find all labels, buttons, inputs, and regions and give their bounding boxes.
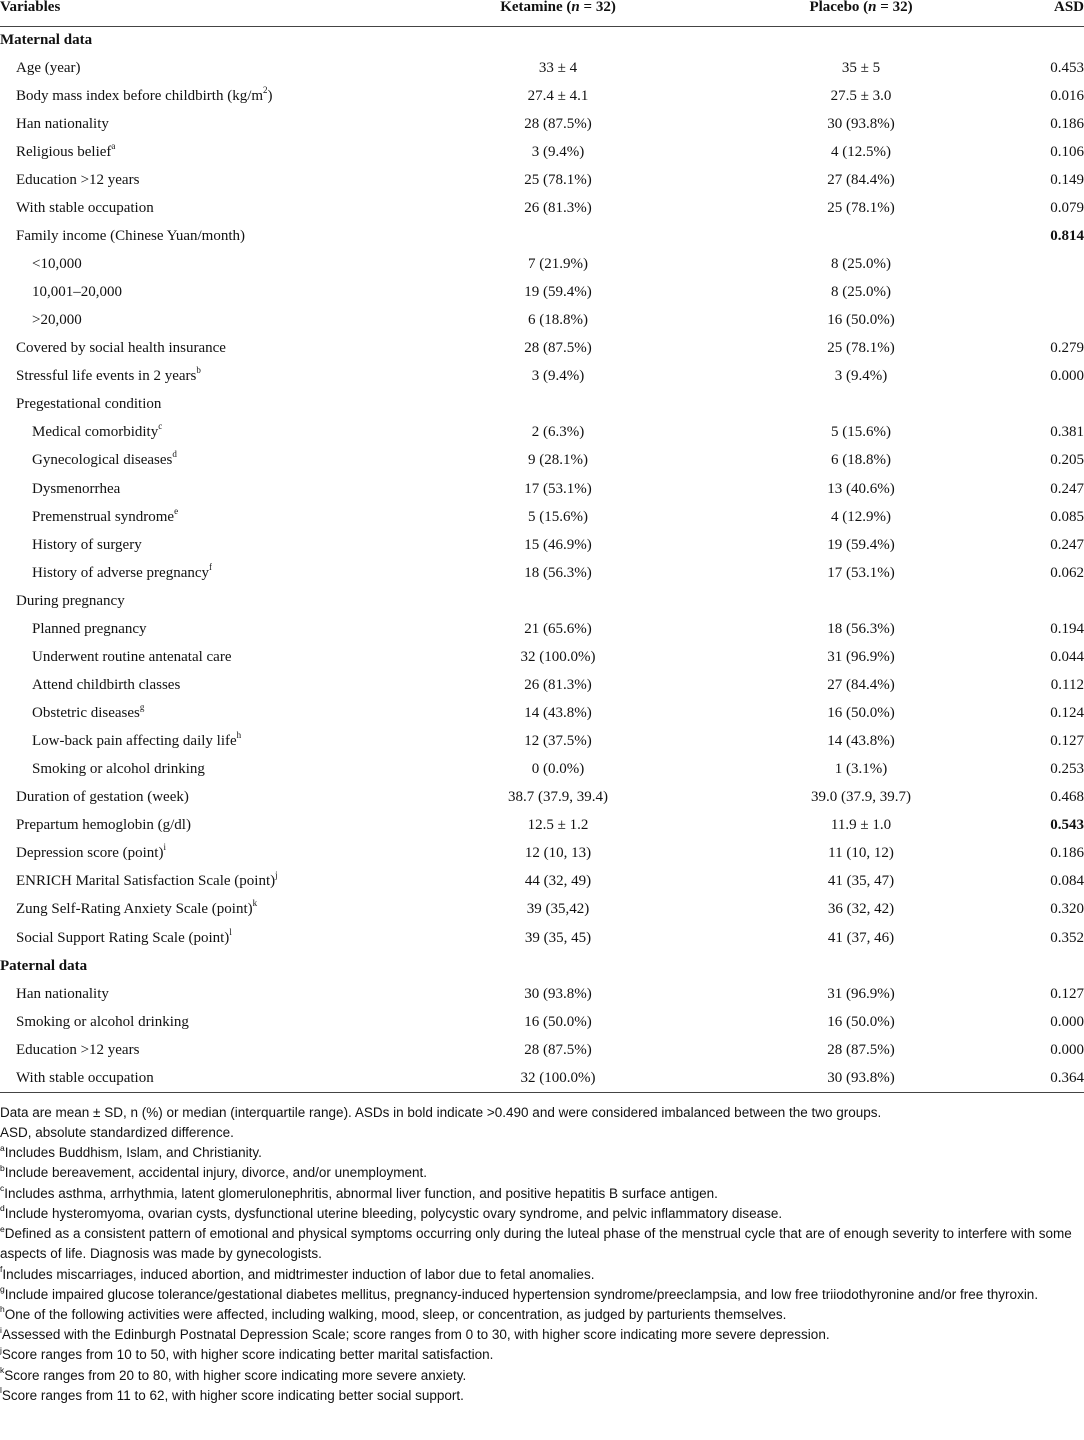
table-row xyxy=(0,391,1084,419)
row-label: Education >12 years xyxy=(16,171,140,188)
table-row xyxy=(0,812,1084,840)
table-row xyxy=(0,166,1084,194)
row-label: History of surgery xyxy=(32,536,142,553)
asd-value: 0.127 xyxy=(1050,733,1084,750)
asd-value xyxy=(1006,307,1084,335)
placebo-value: 1 (3.1%) xyxy=(834,761,888,778)
footnote-marker: i xyxy=(163,842,166,853)
asd-value: 0.279 xyxy=(1050,340,1084,357)
placebo-value: 11.9 ± 1.0 xyxy=(830,817,892,834)
row-label: Zung Self-Rating Anxiety Scale (point)$^k$ xyxy=(16,898,258,918)
table-row xyxy=(0,82,1084,110)
ketamine-value: 2 (6.3%) xyxy=(531,424,585,441)
asd-value: 0.062 xyxy=(1050,564,1084,581)
ketamine-value xyxy=(400,391,716,419)
table-row xyxy=(0,868,1084,896)
asd-value: 0.085 xyxy=(1050,508,1084,525)
placebo-value: 35 ± 5 xyxy=(841,59,881,76)
section-row-paternal xyxy=(0,952,1084,980)
row-label: Age (year) xyxy=(16,59,81,76)
footnote-asd: ASD, absolute standardized difference. xyxy=(0,1125,234,1141)
ketamine-value: 28 (87.5%) xyxy=(524,1041,592,1058)
table-row xyxy=(0,279,1084,307)
table-row xyxy=(0,728,1084,756)
placebo-value: 16 (50.0%) xyxy=(827,705,895,722)
table-row xyxy=(0,615,1084,643)
placebo-value: 27.5 ± 3.0 xyxy=(830,87,892,104)
row-label: Attend childbirth classes xyxy=(32,676,181,693)
ketamine-value xyxy=(400,222,716,250)
asd-value: 0.194 xyxy=(1050,620,1084,637)
section-row-maternal xyxy=(0,26,1084,54)
ketamine-value: 27.4 ± 4.1 xyxy=(527,87,589,104)
row-label: Planned pregnancy xyxy=(32,620,147,637)
placebo-value: 41 (37, 46) xyxy=(827,929,895,946)
footnote-i: $^i$Assessed with the Edinburgh Postnatal Depression Scale; score ranges from 0 to 30, with higher score indicating more severe depression. xyxy=(0,1324,830,1343)
placebo-value: 36 (32, 42) xyxy=(827,901,895,918)
footnote-f: $^f$Includes miscarriages, induced abortion, and midtrimester induction of labor due to fetal anomalies. xyxy=(0,1264,595,1282)
footnote-h: $^h$One of the following activities were affected, including walking, mood, sleep, or concentration, as judged by parturients themselves. xyxy=(0,1304,787,1322)
footnote-marker: l xyxy=(229,926,232,937)
row-label: 10,001–20,000 xyxy=(32,284,122,301)
placebo-value: 4 (12.5%) xyxy=(831,143,891,160)
row-label: Pregestational condition xyxy=(16,396,162,413)
asd-value: 0.247 xyxy=(1050,536,1084,553)
footnote-l: $^l$Score ranges from 11 to 62, with higher score indicating better social support. xyxy=(0,1385,464,1403)
ketamine-value: 32 (100.0%) xyxy=(520,648,596,665)
footnote-marker: d xyxy=(172,449,177,460)
placebo-value: 6 (18.8%) xyxy=(831,452,891,469)
footnote-marker: b xyxy=(196,365,201,376)
ketamine-value: 33 ± 4 xyxy=(538,59,578,76)
footnote-c: $^c$Includes asthma, arrhythmia, latent glomerulonephritis, abnormal liver function, and positive hepatitis B surface antigen. xyxy=(0,1183,718,1201)
ketamine-value: 18 (56.3%) xyxy=(524,564,592,581)
placebo-value: 18 (56.3%) xyxy=(827,620,895,637)
footnote-j: $^j$Score ranges from 10 to 50, with higher score indicating better marital satisfaction. xyxy=(0,1344,494,1363)
ketamine-value xyxy=(400,587,716,615)
row-label: With stable occupation xyxy=(0,1064,400,1092)
table-row xyxy=(0,335,1084,363)
ketamine-value: 14 (43.8%) xyxy=(524,705,592,722)
footnote-general: Data are mean ± SD, n (%) or median (interquartile range). ASDs in bold indicate >0.490 and were considered imbalanced between the two groups. xyxy=(0,1104,882,1120)
ketamine-value: 0 (0.0%) xyxy=(531,761,585,778)
row-label: Medical comorbidity$^c$ xyxy=(32,421,163,441)
footnote-e: $^e$Defined as a consistent pattern of emotional and physical symptoms occurring only during the luteal phase of the menstrual cycle that are of enough severity to interfere with some aspects of life. Diagnosis was made by gynecologists. xyxy=(0,1223,1072,1262)
row-label: Body mass index before childbirth $(kg/m^2)$ xyxy=(16,84,273,104)
placebo-value: 16 (50.0%) xyxy=(827,1013,895,1030)
row-label: Premenstrual syndrome$^e$ xyxy=(32,505,179,525)
placebo-value: 11 (10, 12) xyxy=(828,845,894,862)
asd-value xyxy=(1006,391,1084,419)
ketamine-value: 6 (18.8%) xyxy=(528,312,588,329)
table-row xyxy=(0,756,1084,784)
ketamine-value: 16 (50.0%) xyxy=(524,1013,592,1030)
asd-value: 0.381 xyxy=(1050,424,1084,441)
ketamine-value: 44 (32, 49) xyxy=(524,873,592,890)
row-label: History of adverse pregnancy$^f$ xyxy=(32,561,213,581)
ketamine-value: 39 (35,42) xyxy=(526,901,590,918)
table-row xyxy=(0,447,1084,475)
footnote-a: $^a$Includes Buddhism, Islam, and Christianity. xyxy=(0,1142,262,1161)
table-body xyxy=(0,26,1084,1092)
row-label: Obstetric diseases$^g$ xyxy=(32,702,145,722)
ketamine-value: 19 (59.4%) xyxy=(524,284,592,301)
header-ketamine: Ketamine (n = 32) xyxy=(400,0,716,26)
footnote-marker: a xyxy=(111,140,116,151)
section-title-paternal: Paternal data xyxy=(0,957,88,974)
asd-value: 0.364 xyxy=(1006,1064,1084,1092)
ketamine-value: 3 (9.4%) xyxy=(531,143,585,160)
row-label: Han nationality xyxy=(16,115,109,132)
placebo-value: 41 (35, 47) xyxy=(827,873,895,890)
asd-value: 0.079 xyxy=(1050,199,1084,216)
row-label: Family income (Chinese Yuan/month) xyxy=(16,227,245,244)
ketamine-value: 38.7 (37.9, 39.4) xyxy=(508,789,608,806)
row-label: Smoking or alcohol drinking xyxy=(32,761,205,778)
footnote-k: $^k$Score ranges from 20 to 80, with higher score indicating more severe anxiety. xyxy=(0,1365,467,1383)
footnote-marker: e xyxy=(174,505,179,516)
asd-value: 0.186 xyxy=(1050,115,1084,132)
asd-value: 0.084 xyxy=(1050,873,1084,890)
placebo-value: 4 (12.9%) xyxy=(831,508,891,525)
placebo-value xyxy=(716,587,1006,615)
row-label: Stressful life events in 2 years$^b$ xyxy=(16,365,201,385)
asd-value: 0.468 xyxy=(1050,789,1084,806)
row-label: Han nationality xyxy=(16,985,109,1002)
placebo-value: 8 (25.0%) xyxy=(831,284,891,301)
placebo-value: 27 (84.4%) xyxy=(827,676,895,693)
asd-value: 0.453 xyxy=(1050,59,1084,76)
asd-value: 0.106 xyxy=(1050,143,1084,160)
footnote-d: $^d$Include hysteromyoma, ovarian cysts, dysfunctional uterine bleeding, polycystic ovary syndrome, and pelvic inflammatory disease. xyxy=(0,1203,783,1221)
asd-value: 0.016 xyxy=(1050,87,1084,104)
asd-value: 0.247 xyxy=(1050,480,1084,497)
footnote-marker: j xyxy=(275,870,278,881)
row-label: During pregnancy xyxy=(16,592,125,609)
asd-value: 0.000 xyxy=(1050,1041,1084,1058)
ketamine-value: 3 (9.4%) xyxy=(531,368,585,385)
table-row xyxy=(0,840,1084,868)
table-row xyxy=(0,138,1084,166)
placebo-value: 31 (96.9%) xyxy=(827,985,895,1002)
placebo-value: 27 (84.4%) xyxy=(827,171,895,188)
placebo-value: 3 (9.4%) xyxy=(834,368,888,385)
placebo-value: 8 (25.0%) xyxy=(831,256,891,273)
asd-value: 0.149 xyxy=(1050,171,1084,188)
ketamine-value: 39 (35, 45) xyxy=(524,929,592,946)
placebo-value: 16 (50.0%) xyxy=(827,312,895,329)
footnote-marker: k xyxy=(252,898,258,909)
asd-value: 0.127 xyxy=(1050,985,1084,1002)
asd-value xyxy=(1006,587,1084,615)
section-title-maternal: Maternal data xyxy=(0,31,93,48)
asd-value: 0.205 xyxy=(1050,452,1084,469)
table-row xyxy=(0,784,1084,812)
table-row xyxy=(0,419,1084,447)
asd-value: 0.124 xyxy=(1050,705,1084,722)
asd-value: 0.320 xyxy=(1050,901,1084,918)
placebo-value: 28 (87.5%) xyxy=(827,1041,895,1058)
row-label: Underwent routine antenatal care xyxy=(32,648,232,665)
placebo-value: 13 (40.6%) xyxy=(827,480,895,497)
table-row xyxy=(0,671,1084,699)
ketamine-value: 12 (37.5%) xyxy=(524,733,592,750)
table-row xyxy=(0,896,1084,924)
row-label: With stable occupation xyxy=(16,199,154,216)
asd-value: 0.352 xyxy=(1050,929,1084,946)
placebo-value: 31 (96.9%) xyxy=(827,648,895,665)
table-row xyxy=(0,363,1084,391)
row-label: Covered by social health insurance xyxy=(16,340,226,357)
row-label: Dysmenorrhea xyxy=(32,480,121,497)
imbalanced-asd: 0.814 xyxy=(1050,227,1084,244)
footnote-g: $^g$Include impaired glucose tolerance/gestational diabetes mellitus, pregnancy-induced hypertension syndrome/preeclampsia, and low free triiodothyronine and/or free thyroxin. xyxy=(0,1284,1039,1302)
footnote-marker: g xyxy=(139,702,145,713)
table-row xyxy=(0,1008,1084,1036)
placebo-value: 14 (43.8%) xyxy=(827,733,895,750)
table-row xyxy=(0,700,1084,728)
ketamine-value: 12.5 ± 1.2 xyxy=(527,817,589,834)
placebo-value: 30 (93.8%) xyxy=(716,1064,1006,1092)
placebo-value: 30 (93.8%) xyxy=(827,115,895,132)
placebo-value: 25 (78.1%) xyxy=(827,340,895,357)
table-footnotes xyxy=(0,1093,1084,1406)
ketamine-value: 9 (28.1%) xyxy=(528,452,588,469)
table-row xyxy=(0,54,1084,82)
footnote-marker: 2 xyxy=(263,84,268,95)
ketamine-value: 21 (65.6%) xyxy=(524,620,592,637)
footnote-marker: c xyxy=(158,421,163,432)
asd-value: 0.253 xyxy=(1050,761,1084,778)
ketamine-value: 32 (100.0%) xyxy=(400,1064,716,1092)
row-label: Smoking or alcohol drinking xyxy=(16,1013,189,1030)
table-header xyxy=(0,0,1084,26)
footnote-marker: f xyxy=(209,561,213,572)
placebo-value xyxy=(716,391,1006,419)
table-row xyxy=(0,222,1084,250)
ketamine-value: 26 (81.3%) xyxy=(524,676,592,693)
row-label: Gynecological diseases$^d$ xyxy=(32,449,177,469)
placebo-value: 39.0 (37.9, 39.7) xyxy=(811,789,911,806)
footnote-marker: h xyxy=(236,730,242,741)
row-label: Duration of gestation (week) xyxy=(16,789,189,806)
ketamine-value: 28 (87.5%) xyxy=(524,340,592,357)
row-label: ENRICH Marital Satisfaction Scale (point)$^j$ xyxy=(16,870,278,890)
row-label: Religious belief$^a$ xyxy=(16,140,116,160)
asd-value xyxy=(1006,279,1084,307)
table-row xyxy=(0,194,1084,222)
table-row xyxy=(0,924,1084,952)
table-row xyxy=(0,559,1084,587)
row-label: Education >12 years xyxy=(16,1041,140,1058)
asd-value: 0.112 xyxy=(1050,676,1084,693)
row-label: Prepartum hemoglobin (g/dl) xyxy=(16,817,191,834)
asd-value xyxy=(1006,222,1084,250)
table-row xyxy=(0,307,1084,335)
ketamine-value: 12 (10, 13) xyxy=(524,845,592,862)
header-asd: ASD xyxy=(1006,0,1084,26)
ketamine-value: 26 (81.3%) xyxy=(524,199,592,216)
placebo-value xyxy=(716,222,1006,250)
table-row xyxy=(0,980,1084,1008)
ketamine-value: 25 (78.1%) xyxy=(524,171,592,188)
table-row xyxy=(0,587,1084,615)
table-row xyxy=(0,1064,1084,1092)
placebo-value: 25 (78.1%) xyxy=(827,199,895,216)
row-label: <10,000 xyxy=(32,256,82,273)
asd-value xyxy=(1006,812,1084,840)
table-row xyxy=(0,251,1084,279)
asd-value: 0.000 xyxy=(1050,368,1084,385)
placebo-value: 5 (15.6%) xyxy=(831,424,891,441)
header-placebo: Placebo (n = 32) xyxy=(716,0,1006,26)
ketamine-value: 7 (21.9%) xyxy=(528,256,588,273)
table-row xyxy=(0,503,1084,531)
table-row xyxy=(0,475,1084,503)
table-row xyxy=(0,643,1084,671)
imbalanced-asd: 0.543 xyxy=(1050,817,1084,834)
placebo-value: 17 (53.1%) xyxy=(827,564,895,581)
placebo-value: 19 (59.4%) xyxy=(827,536,895,553)
ketamine-value: 28 (87.5%) xyxy=(524,115,592,132)
asd-value: 0.044 xyxy=(1050,648,1084,665)
asd-value: 0.000 xyxy=(1050,1013,1084,1030)
ketamine-value: 30 (93.8%) xyxy=(524,985,592,1002)
asd-value: 0.186 xyxy=(1050,845,1084,862)
row-label: Depression score (point)$^i$ xyxy=(16,842,166,862)
ketamine-value: 15 (46.9%) xyxy=(524,536,592,553)
asd-value xyxy=(1006,251,1084,279)
table-row xyxy=(0,1036,1084,1064)
table-row xyxy=(0,110,1084,138)
footnote-b: $^b$Include bereavement, accidental injury, divorce, and/or unemployment. xyxy=(0,1162,427,1181)
header-variables: Variables xyxy=(0,0,400,26)
row-label: Low-back pain affecting daily life$^h$ xyxy=(32,730,242,750)
table-row xyxy=(0,531,1084,559)
row-label: >20,000 xyxy=(32,312,82,329)
ketamine-value: 5 (15.6%) xyxy=(528,508,588,525)
ketamine-value: 17 (53.1%) xyxy=(524,480,592,497)
row-label: Social Support Rating Scale (point)$^l$ xyxy=(16,926,232,946)
